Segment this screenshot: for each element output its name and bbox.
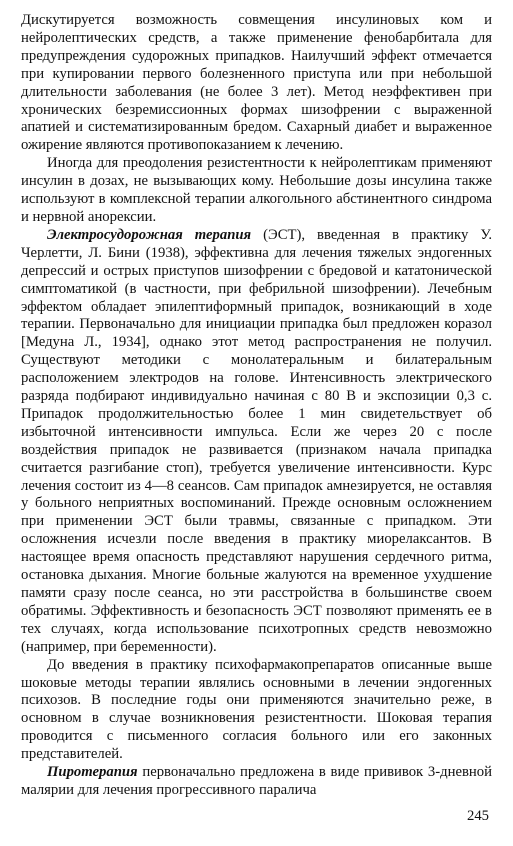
term-heading: Электросудорожная терапия: [47, 226, 252, 243]
paragraph-text: (ЭСТ), введенная в практику У. Черлетти, Л. Бини (1938), эффективна для лечения тяжелых эндогенных депрессий и острых приступов шизофрении с бредовой и кататонической симптоматикой (в частности, при фебрильной шизофрении). Лечебным эффектом обладает эпилептиформный припадок, возникающий в ходе терапии. Первоначально для инициации припадка был предложен коразол [Медуна Л., 1934], однако этот метод распространения не получил. Существуют методики с монолатеральным и билатеральным расположением электродов на голове. Интенсивность электрического разряда подбирают индивидуально начиная с 80 В и экспозиции 0,3 с. Припадок продолжительностью более 1 мин свидетельствует об избыточной интенсивности импульса. Если же через 20 с после воздействия припадок не развивается (признаком начала припадка считается разгибание стоп), требуется увеличение интенсивности. Курс лечения состоит из 4—8 сеансов. Сам припадок амнезируется, не оставляя у больного неприятных воспоминаний. Прежде основным осложнением при применении ЭСТ были травмы, связанные с припадком. Эти осложнения исчезли после введения в практику миорелаксантов. В настоящее время опасность представляют нарушения сердечного ритма, остановка дыхания. Многие больные жалуются на временное ухудшение памяти сразу после сеанса, но эти расстройства в большинстве своем обратимы. Эффективность и безопасность ЭСТ позволяют применять ее в тех случаях, когда использование психотропных средств невозможно (например, при беременности).: [21, 226, 492, 655]
paragraph-text: Иногда для преодоления резистентности к нейролептикам применяют инсулин в дозах, не вызывающих кому. Небольшие дозы инсулина также используют в комплексной терапии алкогольного абстинентного синдрома и нервной анорексии.: [21, 155, 492, 225]
paragraph-insulin-continued: [21, 12, 492, 155]
paragraph-ect: [21, 227, 492, 657]
paragraph-text: Дискутируется возможность совмещения инсулиновых ком и нейролептических средств, а также применение фенобарбитала для предупреждения судорожных припадков. Наилучший эффект отмечается при купировании первого болезненного приступа или при небольшой длительности заболевания (не более 3 лет). Метод неэффективен при хронических безремиссионных формах шизофрении с выраженной апатией и систематизированным бредом. Сахарный диабет и выраженное ожирение являются противопоказанием к лечению.: [21, 12, 492, 154]
page-number: 245: [466, 808, 489, 824]
paragraph-insulin-resistance: [21, 155, 492, 227]
paragraph-pyrotherapy: [21, 764, 492, 800]
paragraph-shock-therapy: [21, 657, 492, 764]
paragraph-text: первоначально предложена в виде прививок 3-дневной малярии для лечения прогрессивного паралича: [21, 764, 492, 798]
paragraph-text: До введения в практику психофармакопрепаратов описанные выше шоковые методы терапии являлись основными в лечении эндогенных психозов. В последние годы они применяются значительно реже, в основном в случае возникновения резистентности. Шоковая терапия проводится с письменного согласия больного или его законных представителей.: [21, 656, 492, 763]
term-heading: Пиротерапия: [47, 764, 138, 781]
page-body: [21, 12, 492, 800]
